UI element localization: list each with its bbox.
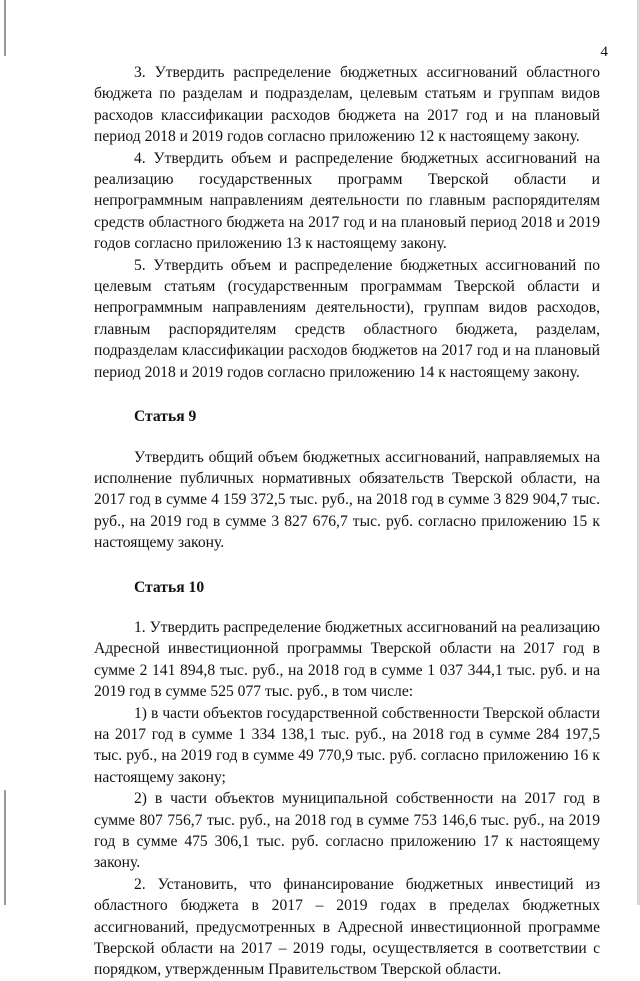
page-number: 4 — [600, 44, 608, 60]
scan-edge-mark-bottom — [4, 790, 6, 905]
paragraph-3: 3. Утвердить распределение бюджетных ассигнований областного бюджета по разделам и подразделам, целевым статьям и группам видов расходов классификации расходов бюджета на 2017 год и на плановый период 2018 и 2019 годов согласно приложению 12 к настоящему закону. — [94, 64, 600, 146]
document-body — [94, 62, 600, 981]
paragraph-4: 4. Утвердить объем и распределение бюджетных ассигнований на реализацию государственных программ Тверской области и непрограммным направлениям деятельности по главным распорядителям средств областного бюджета на 2017 год и на плановый период 2018 и 2019 годов согласно приложению 13 к настоящему закону. — [94, 149, 600, 253]
article-10-heading: Статья 10 — [134, 578, 205, 596]
article-10-paragraph-2: 2. Установить, что финансирование бюджетных инвестиций из областного бюджета в 2017 – 2019 годах в пределах бюджетных ассигнований, предусмотренных в Адресной инвестиционной программе Тверской области на 2017 – 2019 годы, осуществляется в соответствии с порядком, утвержденным Правительством Тверской области. — [94, 875, 600, 979]
paragraph-5: 5. Утвердить объем и распределение бюджетных ассигнований по целевым статьям (государственным программам Тверской области и непрограммным направлениям деятельности), группам видов расходов, главным распорядителям средств областного бюджета, разделам, подразделам классификации расходов бюджетов на 2017 год и на плановый период 2018 и 2019 годов согласно приложению 14 к настоящему закону. — [94, 256, 600, 381]
article-10-subitem-2: 2) в части объектов муниципальной собственности на 2017 год в сумме 807 756,7 тыс. руб., на 2018 год в сумме 753 146,6 тыс. руб., на 2019 год в сумме 475 306,1 тыс. руб. согласно приложению 17 к настоящему закону. — [94, 790, 600, 872]
spacer — [94, 428, 600, 447]
spacer — [94, 383, 600, 406]
article-9-text: Утвердить общий объем бюджетных ассигнований, направляемых на исполнение публичных нормативных обязательств Тверской области, на 2017 год в сумме 4 159 372,5 тыс. руб., на 2018 год в сумме 3 829 904,7 тыс. руб., на 2019 год в сумме 3 827 676,7 тыс. руб. согласно приложению 15 к настоящему закону. — [94, 448, 600, 552]
article-10-subitem-1: 1) в части объектов государственной собственности Тверской области на 2017 год в сумме 1 334 138,1 тыс. руб., на 2018 год в сумме 284 197,5 тыс. руб., на 2019 год в сумме 49 770,9 тыс. руб. согласно приложению 16 к настоящему закону; — [94, 704, 600, 786]
spacer — [94, 598, 600, 617]
spacer — [94, 554, 600, 577]
scan-edge-mark-top — [4, 0, 6, 56]
article-9-heading: Статья 9 — [134, 408, 197, 426]
article-10-paragraph-1: 1. Утвердить распределение бюджетных ассигнований на реализацию Адресной инвестиционной программы Тверской области на 2017 год в сумме 2 141 894,8 тыс. руб., на 2018 год в сумме 1 037 344,1 тыс. руб. и на 2019 год в сумме 525 077 тыс. руб., в том числе: — [94, 618, 600, 701]
